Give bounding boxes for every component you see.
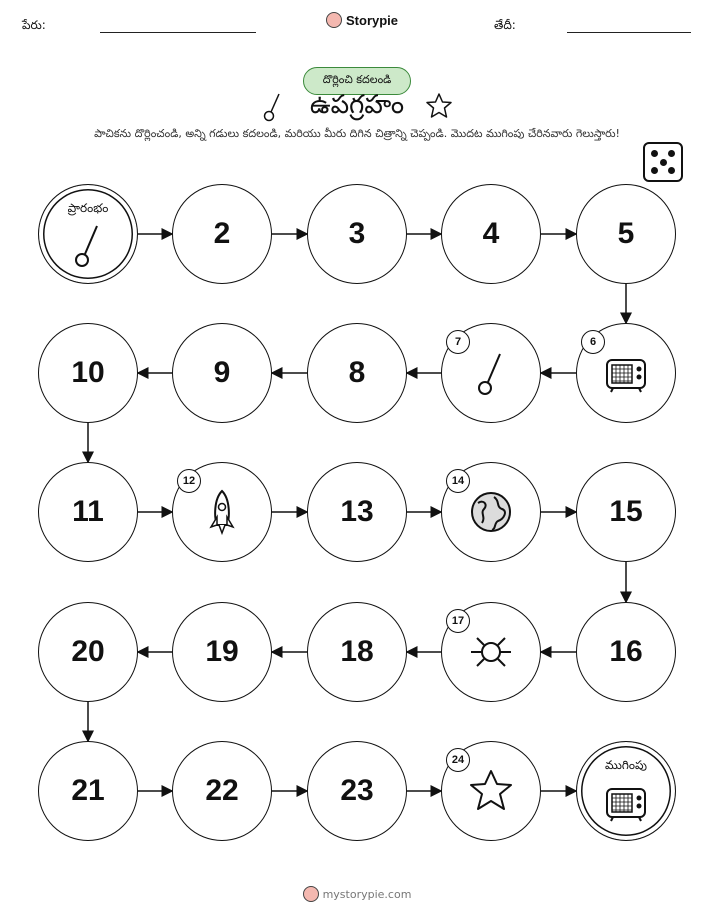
space-number: 12 (177, 469, 201, 493)
pig-icon (303, 886, 319, 902)
board-space-24[interactable] (441, 741, 541, 841)
space-number: 13 (340, 495, 374, 528)
space-number: 3 (348, 217, 366, 250)
name-label: పేరు: (22, 18, 46, 32)
rocket-icon (197, 487, 247, 537)
earth-icon (466, 487, 516, 537)
instructions: పాచికను దొర్లించండి, అన్ని గడులు కదలండి, మరియు మీరు దిగిన చిత్రాన్ని చెప్పండి. మొదట ముగింపు చేరినవారు గెలుస్తారు! (94, 127, 620, 140)
finish-label: ముగింపు (605, 758, 647, 772)
space-number: 21 (71, 774, 105, 807)
ladle-icon (63, 220, 113, 270)
space-number: 17 (446, 609, 470, 633)
board-space-23[interactable] (307, 741, 407, 841)
footer (0, 886, 714, 902)
radio-icon (601, 348, 651, 398)
space-number: 23 (340, 774, 374, 807)
page-title: ఉపగ్రహం (309, 90, 405, 120)
space-number: 14 (446, 469, 470, 493)
space-number: 5 (617, 217, 635, 250)
start-label: ప్రారంభం (67, 201, 109, 215)
space-number: 10 (71, 356, 105, 389)
roll-badge: దొర్లించి కదలండి (303, 67, 411, 95)
board-space-2[interactable] (172, 184, 272, 284)
date-label: తేదీ: (494, 18, 516, 32)
board-space-15[interactable] (576, 462, 676, 562)
board-space-3[interactable] (307, 184, 407, 284)
radio-icon (601, 777, 651, 827)
star-icon (466, 766, 516, 816)
brand-name: Storypie (346, 12, 399, 28)
board-space-1[interactable] (38, 184, 138, 284)
space-number: 2 (213, 217, 231, 250)
space-number: 16 (609, 635, 643, 668)
board-space-5[interactable] (576, 184, 676, 284)
board-space-19[interactable] (172, 602, 272, 702)
space-number: 6 (581, 330, 605, 354)
board-space-8[interactable] (307, 323, 407, 423)
ladle-icon (466, 348, 516, 398)
satellite-icon (466, 627, 516, 677)
board-space-16[interactable] (576, 602, 676, 702)
board-space-11[interactable] (38, 462, 138, 562)
board-space-12[interactable] (172, 462, 272, 562)
space-number: 7 (446, 330, 470, 354)
space-number: 24 (446, 748, 470, 772)
board-space-13[interactable] (307, 462, 407, 562)
space-number: 19 (205, 635, 239, 668)
space-number: 22 (205, 774, 239, 807)
board-space-14[interactable] (441, 462, 541, 562)
board-space-25[interactable] (576, 741, 676, 841)
board-space-7[interactable] (441, 323, 541, 423)
board-space-17[interactable] (441, 602, 541, 702)
board-space-20[interactable] (38, 602, 138, 702)
board-space-4[interactable] (441, 184, 541, 284)
board-space-10[interactable] (38, 323, 138, 423)
board-space-9[interactable] (172, 323, 272, 423)
space-number: 15 (609, 495, 643, 528)
board-space-22[interactable] (172, 741, 272, 841)
board-space-18[interactable] (307, 602, 407, 702)
board-space-21[interactable] (38, 741, 138, 841)
space-number: 20 (71, 635, 105, 668)
space-number: 8 (348, 356, 366, 389)
space-number: 9 (213, 356, 231, 389)
board-space-6[interactable] (576, 323, 676, 423)
space-number: 11 (72, 495, 104, 528)
space-number: 18 (340, 635, 374, 668)
space-number: 4 (482, 217, 500, 250)
footer-url: mystorypie.com (322, 887, 412, 901)
